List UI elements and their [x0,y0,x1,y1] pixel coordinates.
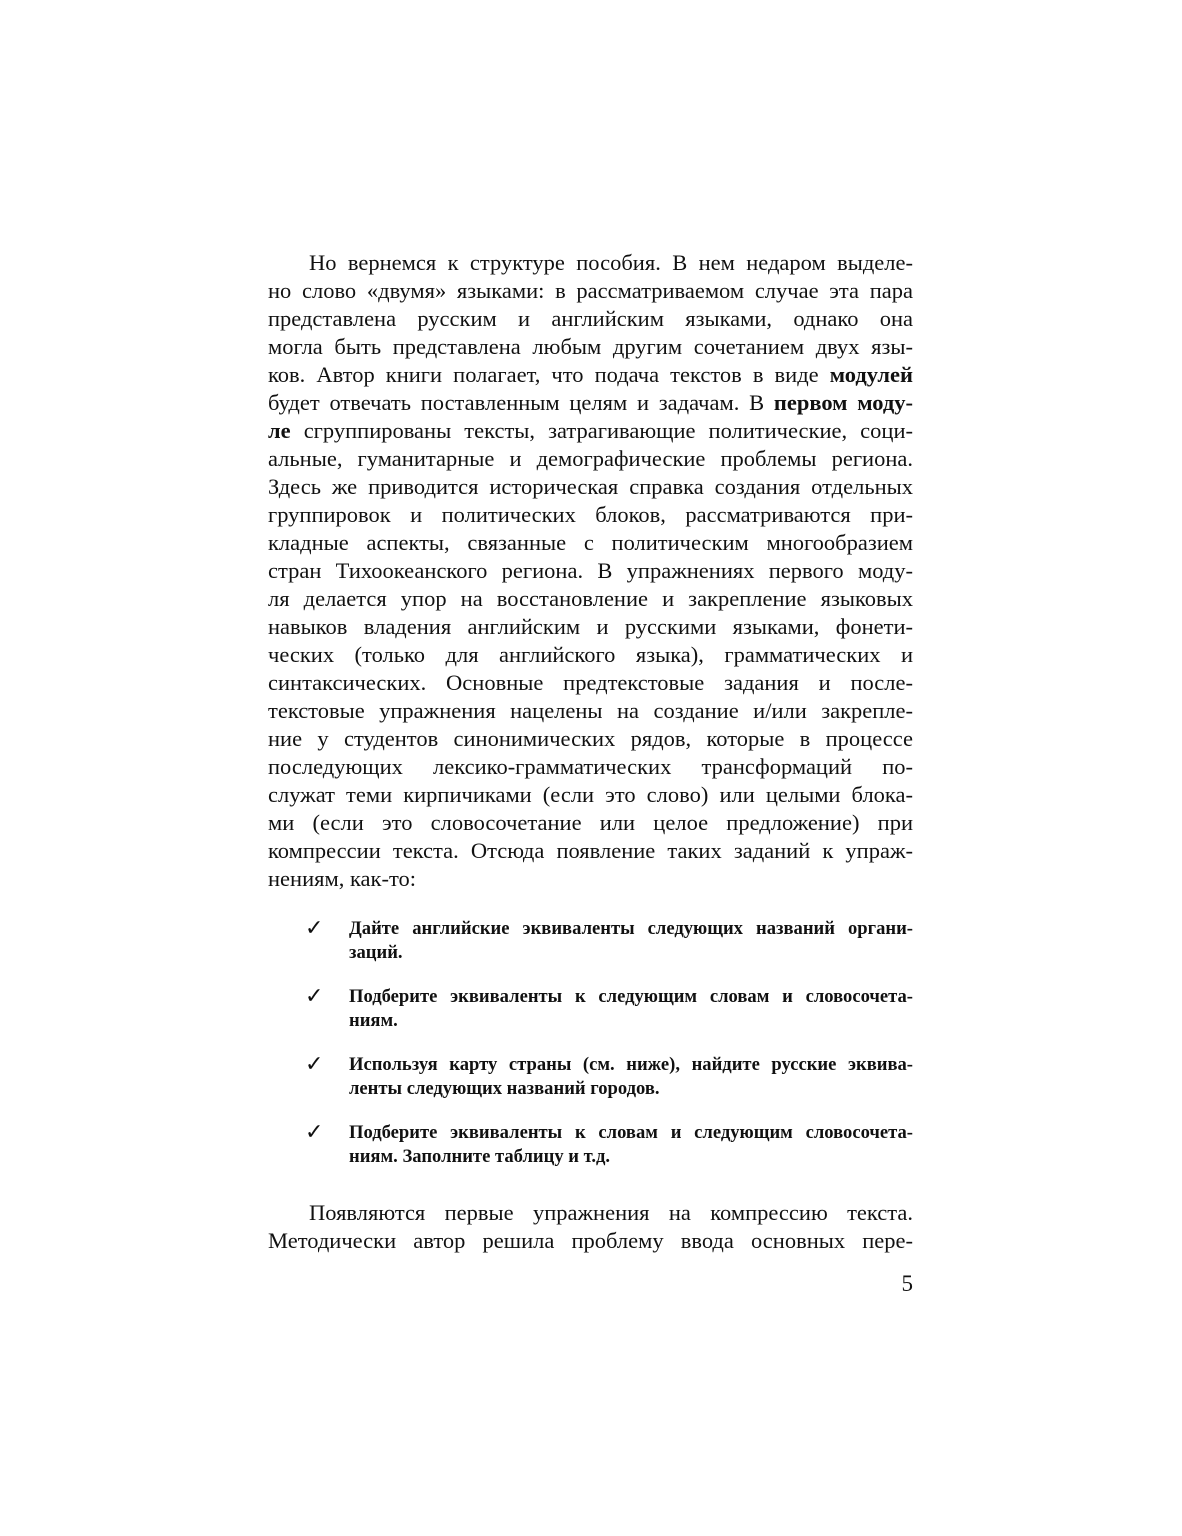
checklist-item [305,1121,913,1168]
text-line: ми (если это словосочетание или целое предложение) при [268,810,913,835]
text-line: ние у студентов синонимических рядов, которые в процессе [268,726,913,751]
text-line: Появляются первые упражнения на компрессию текста. [309,1200,913,1225]
text-fragment: будет отвечать поставленным целям и задачам. В [268,390,774,415]
text-line: кладные аспекты, связанные с политическим многообразием [268,530,913,555]
text-line: группировок и политических блоков, рассматриваются при- [268,502,913,527]
checklist-line: ниям. Заполните таблицу и т.д. [349,1145,611,1167]
text-line: стран Тихоокеанского региона. В упражнениях первого моду- [268,558,913,583]
text-line: последующих лексико-грамматических трансформаций по- [268,754,913,779]
text-line: Но вернемся к структуре пособия. В нем недаром выделе- [309,250,913,275]
checklist-item [305,985,913,1032]
checkmark-icon: ✓ [305,1052,324,1077]
text-line: но слово «двумя» языками: в рассматриваемом случае эта пара [268,278,913,303]
checklist-line: ленты следующих названий городов. [349,1077,660,1099]
text-line [268,389,913,417]
text-line: синтаксических. Основные предтекстовые задания и после- [268,670,913,695]
text-line: служат теми кирпичиками (если это слово) или целыми блока- [268,782,913,807]
page-number: 5 [901,1271,913,1296]
checklist-line: ниям. [349,1009,398,1031]
text-line: навыков владения английским и русскими языками, фонети- [268,614,913,639]
text-fragment: сгруппированы тексты, затрагивающие политические, соци- [290,418,913,443]
text-fragment: ков. Автор книги полагает, что подача текстов в виде [268,362,830,387]
checklist-line: Используя карту страны (см. ниже), найдите русские эквива- [349,1054,913,1075]
checklist-item [305,1053,913,1100]
paragraph-compression [268,1199,913,1255]
text-line: альные, гуманитарные и демографические проблемы региона. [268,446,913,471]
text-line: ческих (только для английского языка), грамматических и [268,642,913,667]
text-line: текстовые упражнения нацелены на создание и/или закрепле- [268,698,913,723]
checklist-line: Подберите эквиваленты к словам и следующим словосочета- [349,1122,913,1143]
checklist-item [305,917,913,964]
bold-term-first-module-end: ле [268,418,291,443]
checkmark-icon: ✓ [305,1120,324,1145]
checklist-line: Подберите эквиваленты к следующим словам и словосочета- [349,986,913,1007]
text-line: могла быть представлена любым другим сочетанием двух язы- [268,334,913,359]
bold-term-first-module: первом моду- [773,390,913,415]
text-line: Методически автор решила проблему ввода основных пере- [268,1228,913,1253]
checklist-line: Дайте английские эквиваленты следующих названий органи- [349,918,913,939]
text-line: компрессии текста. Отсюда появление таких заданий к упраж- [268,838,913,863]
text-line [268,361,913,389]
checkmark-icon: ✓ [305,916,324,941]
text-line: представлена русским и английским языками, однако она [268,306,913,331]
text-line: Здесь же приводится историческая справка создания отдельных [268,474,913,499]
task-checklist [305,917,913,1189]
paragraph-structure [268,249,913,893]
text-line [268,417,913,445]
text-line: нениям, как-то: [268,866,416,891]
checkmark-icon: ✓ [305,984,324,1009]
bold-term-modules: модулей [829,362,913,387]
checklist-line: заций. [349,941,403,963]
text-line: ля делается упор на восстановление и закрепление языковых [268,586,913,611]
